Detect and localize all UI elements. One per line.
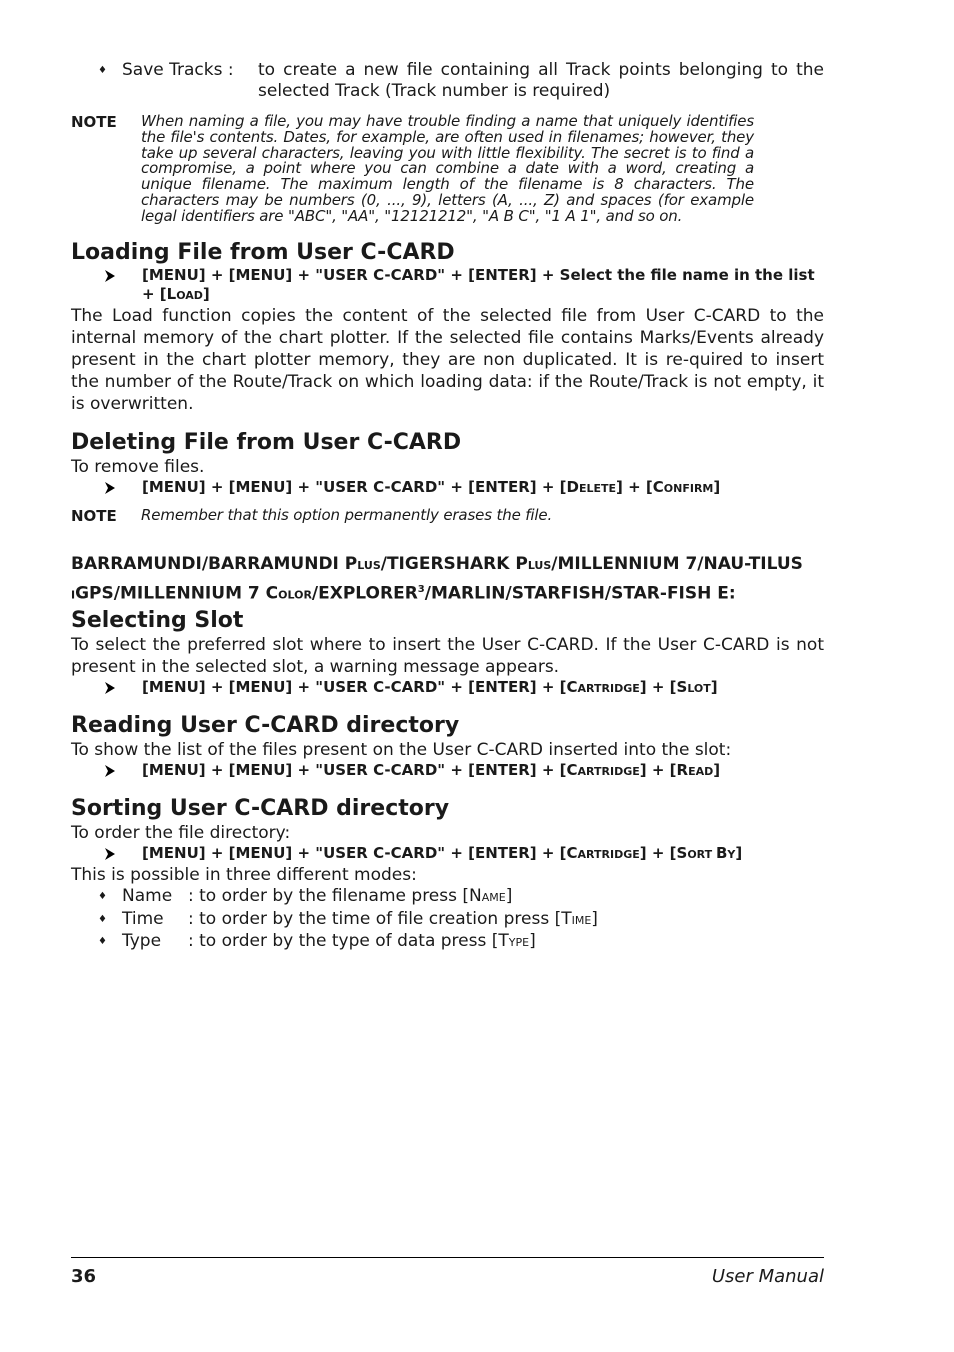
sorting-modes-intro: This is possible in three different modes:	[71, 865, 417, 886]
section-title-selecting: Selecting Slot	[71, 608, 244, 634]
note-filename	[71, 114, 824, 225]
section-title-reading: Reading User C-CARD directory	[71, 713, 460, 739]
command-reading: [MENU] + [MENU] + "USER C-CARD" + [ENTER] + [CARTRIDGE] + [READ]	[71, 761, 824, 781]
section-title-loading: Loading File from User C-CARD	[71, 239, 455, 265]
page-content	[71, 60, 824, 954]
reading-body: To show the list of the files present on the User C-CARD inserted into the slot:	[71, 740, 732, 761]
note-text: When naming a file, you may have trouble finding a name that uniquely identifies the file's contents. Dates, for example, are often used in filenames; however, they take up several characters, leaving you with little flexibility. The secret is to find a compromise, a point where you can combine a date with a word, creating a unique filename. The maximum length of the filename is 8 characters. The characters may be numbers (0, ..., 9), letters (A, ..., Z) and spaces (for example legal identifiers are "ABC", "AA", "12121212", "A B C", "1 A 1", and so on.	[141, 112, 754, 225]
arrow-icon	[71, 844, 142, 864]
section-title-deleting: Deleting File from User C-CARD	[71, 429, 462, 455]
bullet-icon	[71, 60, 122, 102]
command-selecting: [MENU] + [MENU] + "USER C-CARD" + [ENTER] + [CARTRIDGE] + [SLOT]	[71, 678, 824, 698]
list-item: ♦ Type : to order by the type of data press [TYPE]	[71, 931, 824, 954]
arrow-icon	[71, 478, 142, 498]
save-tracks-text: to create a new file containing all Track points belonging to the selected Track (Track number is required)	[258, 60, 824, 101]
bullet-icon	[71, 909, 122, 932]
deleting-intro: To remove files.	[71, 456, 205, 477]
save-tracks-item	[71, 60, 824, 102]
page-number: 36	[71, 1266, 97, 1287]
note-label: NOTE	[71, 113, 117, 131]
loading-body: The Load function copies the content of the selected file from User C-CARD to the internal memory of the chart plotter. If the selected file contains Marks/Events already present in the chart plotter memory, they are non duplicated. It is re-quired to insert the number of the Route/Track on which loading data: if the Route/Track is not empty, it is overwritten.	[71, 305, 824, 414]
arrow-icon	[71, 678, 142, 698]
save-tracks-label: Save Tracks :	[122, 60, 234, 80]
bullet-icon	[71, 931, 122, 954]
bullet-icon	[71, 886, 122, 909]
note-label: NOTE	[71, 506, 117, 525]
arrow-icon	[71, 266, 142, 305]
command-sorting: [MENU] + [MENU] + "USER C-CARD" + [ENTER] + [CARTRIDGE] + [SORT BY]	[71, 844, 824, 864]
sorting-intro: To order the file directory:	[71, 823, 291, 844]
list-item: ♦ Name : to order by the filename press [NAME]	[71, 886, 824, 909]
arrow-icon	[71, 761, 142, 781]
footer-title: User Manual	[711, 1266, 824, 1287]
command-loading: [MENU] + [MENU] + "USER C-CARD" + [ENTER] + Select the file name in the list + [LOAD]	[71, 266, 824, 305]
note-text: Remember that this option permanently erases the file.	[141, 505, 553, 524]
selecting-body: To select the preferred slot where to insert the User C-CARD. If the User C-CARD is not present in the selected slot, a warning message appears.	[71, 635, 824, 678]
note-delete	[71, 505, 824, 525]
section-title-sorting: Sorting User C-CARD directory	[71, 796, 450, 822]
models-heading: BARRAMUNDI/BARRAMUNDI PLUS/TIGERSHARK PLUS/MILLENNIUM 7/NAU-TILUS IGPS/MILLENNIUM 7 COLOR/EXPLORER$^3$/MARLIN/STARFISH/STAR-FISH E:	[71, 553, 803, 604]
list-item: ♦ Time : to order by the time of file creation press [TIME]	[71, 909, 824, 932]
command-deleting: [MENU] + [MENU] + "USER C-CARD" + [ENTER] + [DELETE] + [CONFIRM]	[71, 478, 824, 498]
footer-divider	[71, 1257, 824, 1258]
